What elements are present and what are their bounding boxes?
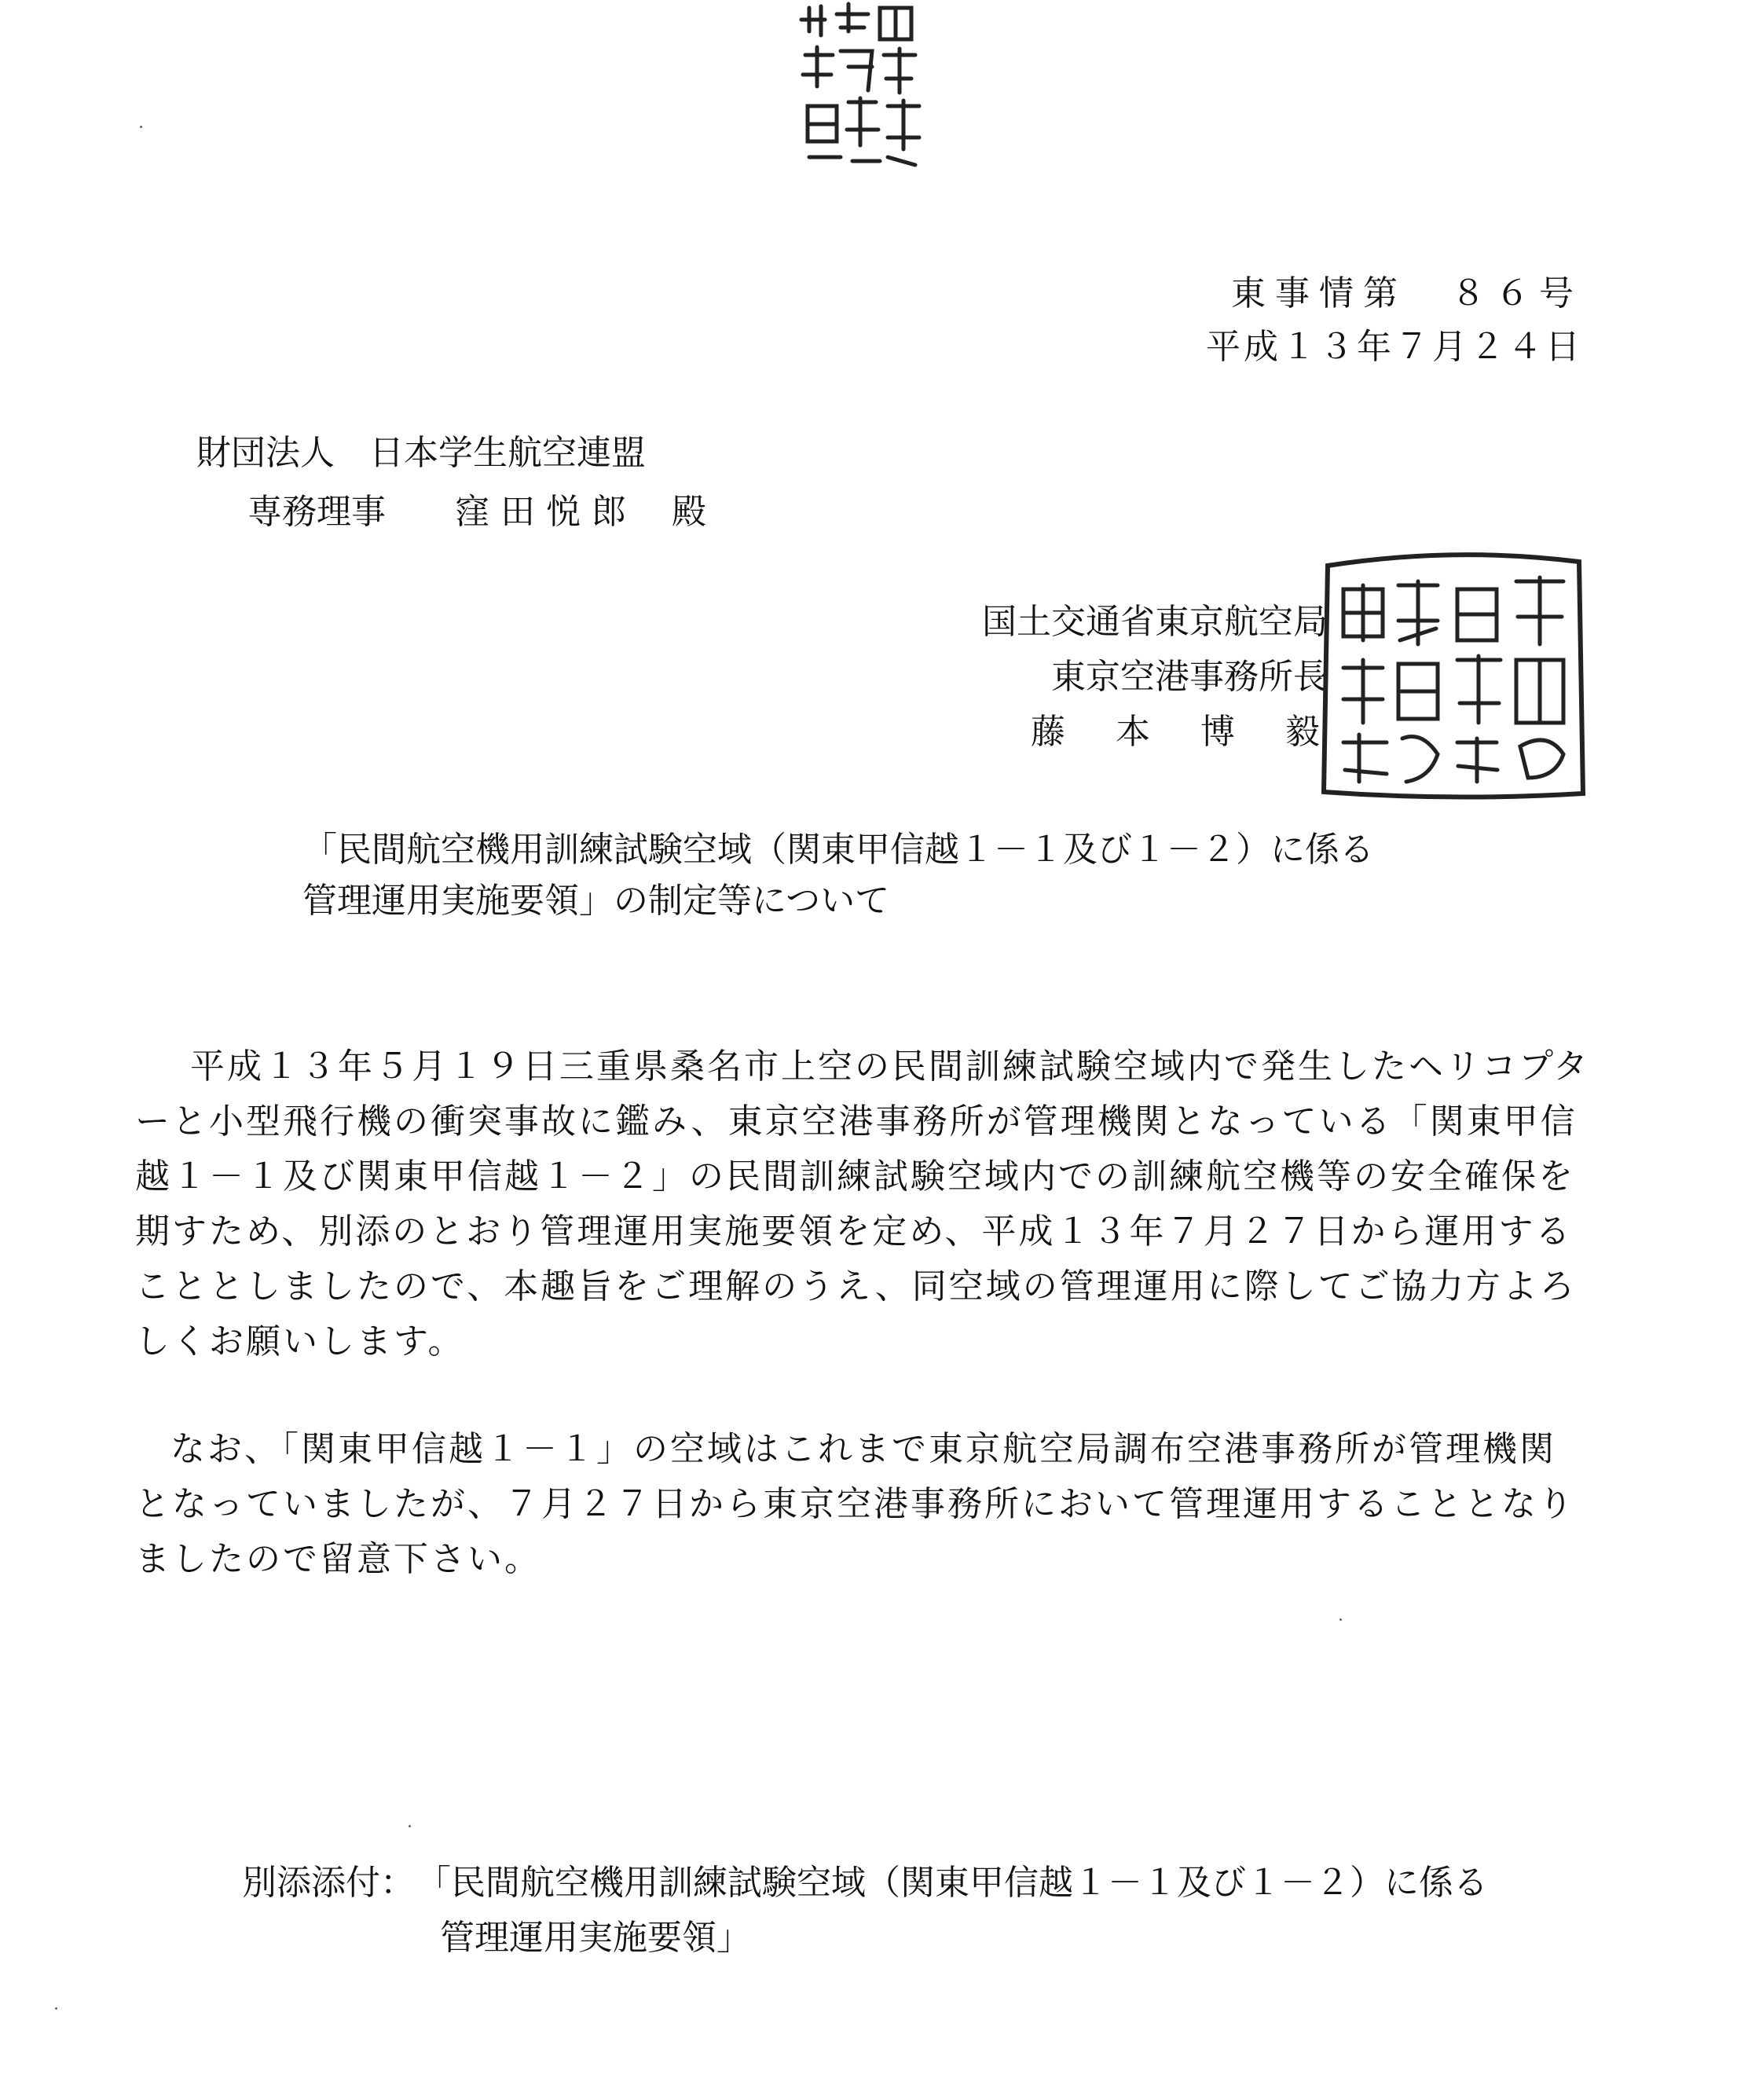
receipt-stamp (793, 0, 927, 181)
sender-office: 東京空港事務所長 (1051, 657, 1328, 697)
recipient-organization: 財団法人 日本学生航空連盟 (196, 433, 646, 473)
body-paragraph-2 (135, 1422, 1575, 1587)
subject-line-2: 管理運用実施要領」の制定等について (302, 881, 890, 921)
document-date: 平成１３年７月２４日 (1206, 327, 1583, 367)
sender-agency: 国土交通省東京航空局 (982, 602, 1328, 642)
official-seal (1312, 542, 1595, 809)
sender-name: 藤 本 博 毅 (1031, 712, 1328, 752)
attachment-line-2: 管理運用実施要領」 (440, 1918, 751, 1958)
paragraph-1-line: ーと小型飛行機の衝突事故に鑑み、東京空港事務所が管理機関となっている「関東甲信 (135, 1101, 1578, 1142)
paragraph-1-line: こととしましたので、本趣旨をご理解のうえ、同空域の管理運用に際してご協力方よろ (135, 1266, 1577, 1307)
recipient-title-name: 専務理事 窪 田 悦 郎 殿 (247, 492, 706, 532)
paragraph-1-line: しくお願いします。 (135, 1321, 465, 1362)
paragraph-2-line: となっていましたが、７月２７日から東京空港事務所において管理運用することとなり (135, 1484, 1575, 1524)
paragraph-1-line: 期すため、別添のとおり管理運用実施要領を定め、平成１３年７月２７日から運用する (135, 1211, 1573, 1252)
attachment-line-1: 「民間航空機用訓練試験空域（関東甲信越１－１及び１－２）に係る (416, 1863, 1488, 1903)
scan-speck (140, 126, 142, 128)
scan-speck (1339, 1618, 1342, 1621)
paragraph-2-line: なお、「関東甲信越１－１」の空域はこれまで東京航空局調布空港事務所が管理機関 (170, 1429, 1556, 1469)
scan-speck (55, 2007, 57, 2010)
body-paragraph-1 (135, 1039, 1590, 1369)
paragraph-1-line: 越１－１及び関東甲信越１－２」の民間訓練試験空域内での訓練航空機等の安全確保を (135, 1156, 1575, 1197)
paragraph-1-line: 平成１３年５月１９日三重県桑名市上空の民間訓練試験空域内で発生したヘリコプタ (190, 1046, 1591, 1087)
subject-line-1: 「民間航空機用訓練試験空域（関東甲信越１－１及び１－２）に係る (302, 830, 1374, 870)
scan-speck (409, 1825, 411, 1827)
document-number: 東事情第 ８６号 (1231, 273, 1583, 313)
attachment-label: 別添添付： (242, 1863, 415, 1903)
paragraph-2-line: ましたので留意下さい。 (135, 1539, 541, 1579)
